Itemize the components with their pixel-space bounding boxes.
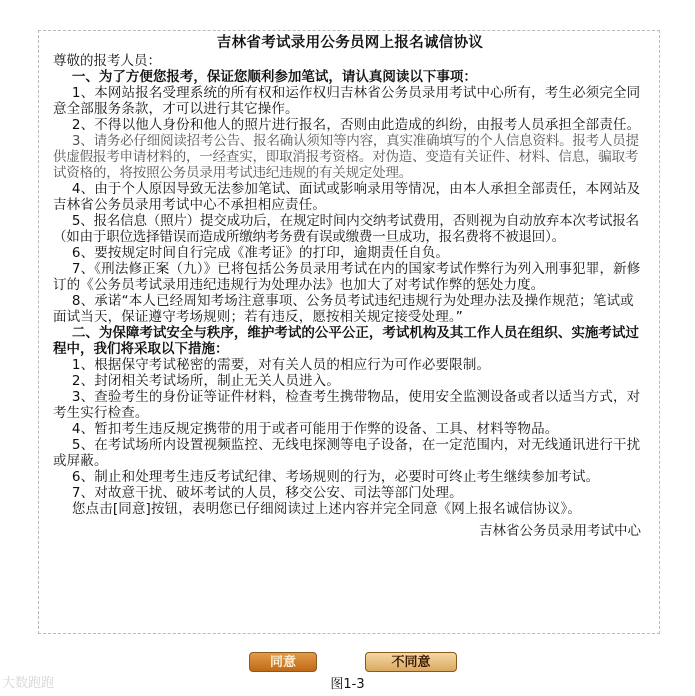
agreement-title: 吉林省考试录用公务员网上报名诚信协议 xyxy=(216,35,484,51)
section-1-item: 5、报名信息（照片）提交成功后，在规定时间内交纳考试费用，否则视为自动放弃本次考试报名（如由于职位选择错误而造成所缴纳考务费有误或缴费一旦成功，报名费将不被退回）。 xyxy=(53,213,639,245)
section-2-item: 3、查验考生的身份证等证件材料，检查考生携带物品，使用安全监测设备或者以适当方式，对考生实行检查。 xyxy=(53,389,641,421)
section-2-item: 7、对故意干扰、破坏考试的人员，移交公安、司法等部门处理。 xyxy=(71,485,463,501)
disagree-button[interactable]: 不同意 xyxy=(365,652,457,672)
section-1-item: 1、本网站报名受理系统的所有权和运作权归吉林省公务员录用考试中心所有，考生必须完全同意全部服务条款，才可以进行其它操作。 xyxy=(53,85,641,117)
figure-caption: 图1-3 xyxy=(330,677,365,692)
section-1-item: 6、要按规定时间自行完成《准考证》的打印，逾期责任自负。 xyxy=(71,245,450,261)
greeting: 尊敬的报考人员： xyxy=(53,53,161,69)
agreement-panel xyxy=(38,30,660,634)
section-2-item: 1、根据保守考试秘密的需要，对有关人员的相应行为可作必要限制。 xyxy=(71,357,491,373)
section-1-item: 7、《刑法修正案（九）》已将包括公务员录用考试在内的国家考试作弊行为列入刑事犯罪，新修订的《公务员考试录用违纪违规行为处理办法》也加大了对考试作弊的惩处力度。 xyxy=(53,261,641,293)
section-1-item: 4、由于个人原因导致无法参加笔试、面试或影响录用等情况，由本人承担全部责任，本网站及吉林省公务员录用考试中心不承担相应责任。 xyxy=(53,181,641,213)
section-1-item: 8、承诺“本人已经周知考场注意事项、公务员考试违纪违规行为处理办法及操作规范；笔试或面试当天，保证遵守考场规则；若有违反，愿按相关规定接受处理。” xyxy=(53,293,634,325)
closing-statement: 您点击[同意]按钮，表明您已仔细阅读过上述内容并完全同意《网上报名诚信协议》。 xyxy=(71,501,582,517)
section-1-heading: 一、为了方便您报考，保证您顺利参加笔试，请认真阅读以下事项： xyxy=(71,69,477,85)
section-2-item: 4、暂扣考生违反规定携带的用于或者可能用于作弊的设备、工具、材料等物品。 xyxy=(71,421,559,437)
section-2-item: 5、在考试场所内设置视频监控、无线电探测等电子设备，在一定范围内，对无线通讯进行干扰或屏蔽。 xyxy=(53,437,641,469)
watermark: 大数跑跑 xyxy=(2,676,55,691)
section-2-item: 6、制止和处理考生违反考试纪律、考场规则的行为，必要时可终止考生继续参加考试。 xyxy=(71,469,600,485)
signature: 吉林省公务员录用考试中心 xyxy=(479,523,641,539)
agree-button[interactable]: 同意 xyxy=(249,652,317,672)
section-2-heading: 二、为保障考试安全与秩序，维护考试的公平公正，考试机构及其工作人员在组织、实施考试过程中，我们将采取以下措施： xyxy=(53,325,639,357)
section-1-item: 2、不得以他人身份和他人的照片进行报名，否则由此造成的纠纷，由报考人员承担全部责任。 xyxy=(71,117,641,133)
section-2-item: 2、封闭相关考试场所，制止无关人员进入。 xyxy=(71,373,340,389)
section-1-item: 3、请务必仔细阅读招考公告、报名确认须知等内容，真实准确填写的个人信息资料。报考人员提供虚假报考申请材料的，一经查实，即取消报考资格。对伪造、变造有关证件、材料、信息，骗取考试资格的，将按照公务员录用考试违纪违规的有关规定处理。 xyxy=(53,133,639,181)
